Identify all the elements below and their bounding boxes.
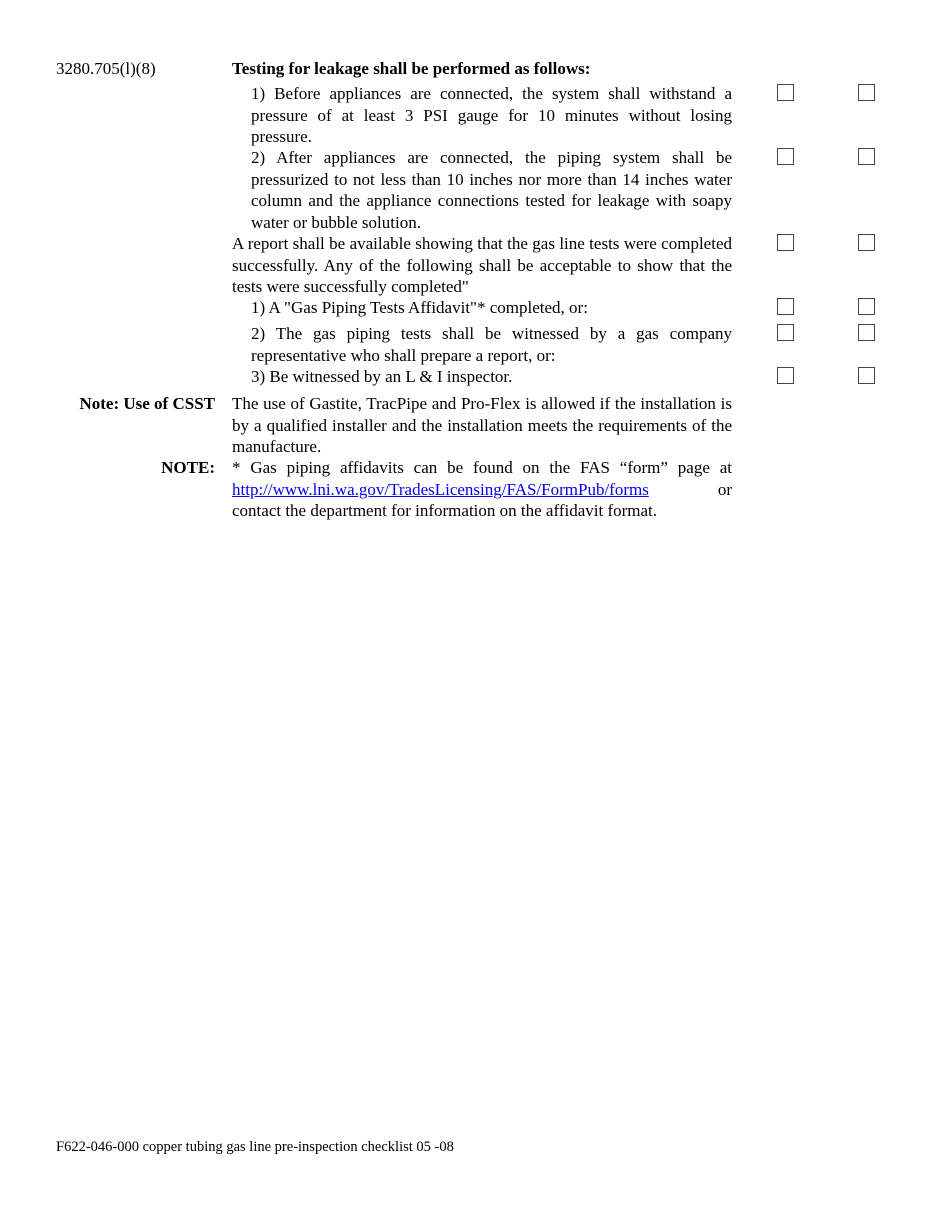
report-requirement: A report shall be available showing that the gas line tests were completed successfully. Any of the following shall be acceptable to show that the tests were successfully completed" [232, 234, 732, 296]
checkbox-report-col2[interactable] [858, 234, 875, 251]
page-footer: F622-046-000 copper tubing gas line pre-inspection checklist 05 -08 [56, 1139, 454, 1155]
checkbox-option3-col2[interactable] [858, 367, 875, 384]
checkbox-option1-col2[interactable] [858, 298, 875, 315]
affidavit-note-line2 [232, 479, 732, 501]
checkbox-option2-col1[interactable] [777, 324, 794, 341]
csst-note-label: Note: Use of CSST [79, 394, 215, 413]
test-item-2: 2) After appliances are connected, the piping system shall be pressurized to not less than 10 inches nor more than 14 inches water column and the appliance connections tested for leakage with soapy water or bubble solution. [251, 148, 732, 232]
csst-note-text: The use of Gastite, TracPipe and Pro-Flex is allowed if the installation is by a qualified installer and the installation meets the requirements of the manufacture. [232, 394, 732, 456]
checkbox-option2-col2[interactable] [858, 324, 875, 341]
checkbox-test2-col1[interactable] [777, 148, 794, 165]
checkbox-report-col1[interactable] [777, 234, 794, 251]
section-heading: Testing for leakage shall be performed as follows: [232, 59, 591, 78]
checkbox-option3-col1[interactable] [777, 367, 794, 384]
checkbox-test1-col1[interactable] [777, 84, 794, 101]
fas-forms-link[interactable]: http://www.lni.wa.gov/TradesLicensing/FAS/FormPub/forms [232, 479, 649, 499]
note-label: NOTE: [161, 458, 215, 477]
section-code: 3280.705(l)(8) [56, 59, 156, 78]
option-item-1: 1) A "Gas Piping Tests Affidavit"* completed, or: [251, 298, 588, 317]
option-item-2: 2) The gas piping tests shall be witnessed by a gas company representative who shall prepare a report, or: [251, 324, 732, 365]
option-item-3: 3) Be witnessed by an L & I inspector. [251, 367, 513, 386]
checkbox-test1-col2[interactable] [858, 84, 875, 101]
affidavit-note [232, 457, 732, 522]
affidavit-note-line3: contact the department for information on the affidavit format. [232, 501, 658, 520]
checkbox-option1-col1[interactable] [777, 298, 794, 315]
test-item-1: 1) Before appliances are connected, the system shall withstand a pressure of at least 3 PSI gauge for 10 minutes without losing pressure. [251, 84, 732, 146]
affidavit-note-or: or [717, 479, 732, 499]
checkbox-test2-col2[interactable] [858, 148, 875, 165]
affidavit-note-line1: * Gas piping affidavits can be found on the FAS “form” page at [232, 458, 732, 477]
